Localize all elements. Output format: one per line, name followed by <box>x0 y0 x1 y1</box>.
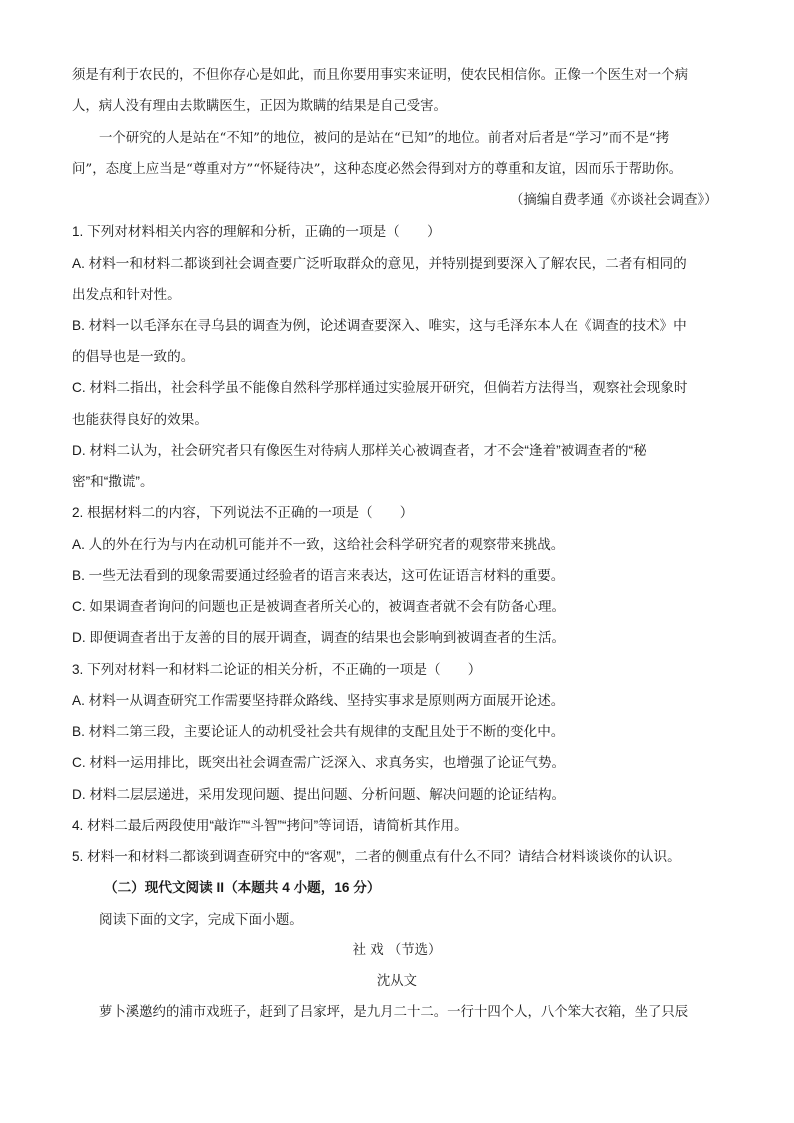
q1-option-c: C. 材料二指出，社会科学虽不能像自然科学那样通过实验展开研究，但倘若方法得当，观察社会现象时 <box>72 380 688 395</box>
q1-option-a-cont: 出发点和针对性。 <box>72 287 181 302</box>
q1-option-b-cont: 的倡导也是一致的。 <box>72 349 195 364</box>
q3-option-b: B. 材料二第三段，主要论证人的动机受社会共有规律的支配且处于不断的变化中。 <box>72 724 565 739</box>
passage-line-1: 须是有利于农民的，不但你存心是如此，而且你要用事实来证明，使农民相信你。正像一个医生对一个病 <box>72 68 688 83</box>
question-3: 3. 下列对材料一和材料二论证的相关分析，不正确的一项是（ ） <box>72 662 482 677</box>
q3-option-a: A. 材料一从调查研究工作需要坚持群众路线、坚持实事求是原则两方面展开论述。 <box>72 693 565 708</box>
passage-line-2: 人，病人没有理由去欺瞒医生，正因为欺瞒的结果是自己受害。 <box>72 99 447 114</box>
passage-source: （摘编自费孝通《亦谈社会调查》） <box>510 193 718 208</box>
q2-option-c: C. 如果调查者询问的问题也正是被调查者所关心的，被调查者就不会有防备心理。 <box>72 599 566 614</box>
q1-option-c-cont: 也能获得良好的效果。 <box>72 412 208 427</box>
q2-option-b: B. 一些无法看到的现象需要通过经验者的语言来表达，这可佐证语言材料的重要。 <box>72 568 565 583</box>
q3-option-d: D. 材料二层层递进，采用发现问题、提出问题、分析问题、解决问题的论证结构。 <box>72 787 566 802</box>
q1-option-b: B. 材料一以毛泽东在寻乌县的调查为例，论述调查要深入、唯实，这与毛泽东本人在《调查的技术》中 <box>72 318 687 333</box>
q2-option-d: D. 即便调查者出于友善的目的展开调查，调查的结果也会影响到被调查者的生活。 <box>72 630 566 645</box>
q1-option-d: D. 材料二认为，社会研究者只有像医生对待病人那样关心被调查者，才不会“逢着”被调查者的“秘 <box>72 443 647 458</box>
story-title: 社 戏 （节选） <box>352 943 442 958</box>
passage-line-3: 一个研究的人是站在“不知”的地位，被问的是站在“已知”的地位。前者对后者是“学习”而不是“拷 <box>99 131 670 146</box>
q1-option-a: A. 材料一和材料二都谈到社会调查要广泛听取群众的意见，并特别提到要深入了解农民，二者有相同的 <box>72 256 687 271</box>
question-2: 2. 根据材料二的内容，下列说法不正确的一项是（ ） <box>72 505 414 520</box>
passage-line-4: 问”，态度上应当是“尊重对方”“怀疑待决”，这种态度必然会得到对方的尊重和友谊，因而乐于帮助你。 <box>72 162 683 177</box>
story-first-line: 萝卜溪邀约的浦市戏班子，赶到了吕家坪，是九月二十二。一行十四个人，八个笨大衣箱，坐了只辰 <box>99 1005 689 1020</box>
question-5: 5. 材料一和材料二都谈到调查研究中的“客观”，二者的侧重点有什么不同？请结合材料谈谈你的认识。 <box>72 849 681 864</box>
q1-option-d-cont: 密”和“撒谎”。 <box>72 474 154 489</box>
q2-option-a: A. 人的外在行为与内在动机可能并不一致，这给社会科学研究者的观察带来挑战。 <box>72 537 565 552</box>
story-author: 沈从文 <box>376 974 418 989</box>
question-1: 1. 下列对材料相关内容的理解和分析，正确的一项是（ ） <box>72 224 441 239</box>
section-heading: （二）现代文阅读 II（本题共 4 小题，16 分） <box>104 880 381 895</box>
q3-option-c: C. 材料一运用排比，既突出社会调查需广泛深入、求真务实，也增强了论证气势。 <box>72 755 566 770</box>
question-4: 4. 材料二最后两段使用“敲诈”“斗智”“拷问”等词语，请简析其作用。 <box>72 818 468 833</box>
section-instruction: 阅读下面的文字，完成下面小题。 <box>99 912 303 927</box>
